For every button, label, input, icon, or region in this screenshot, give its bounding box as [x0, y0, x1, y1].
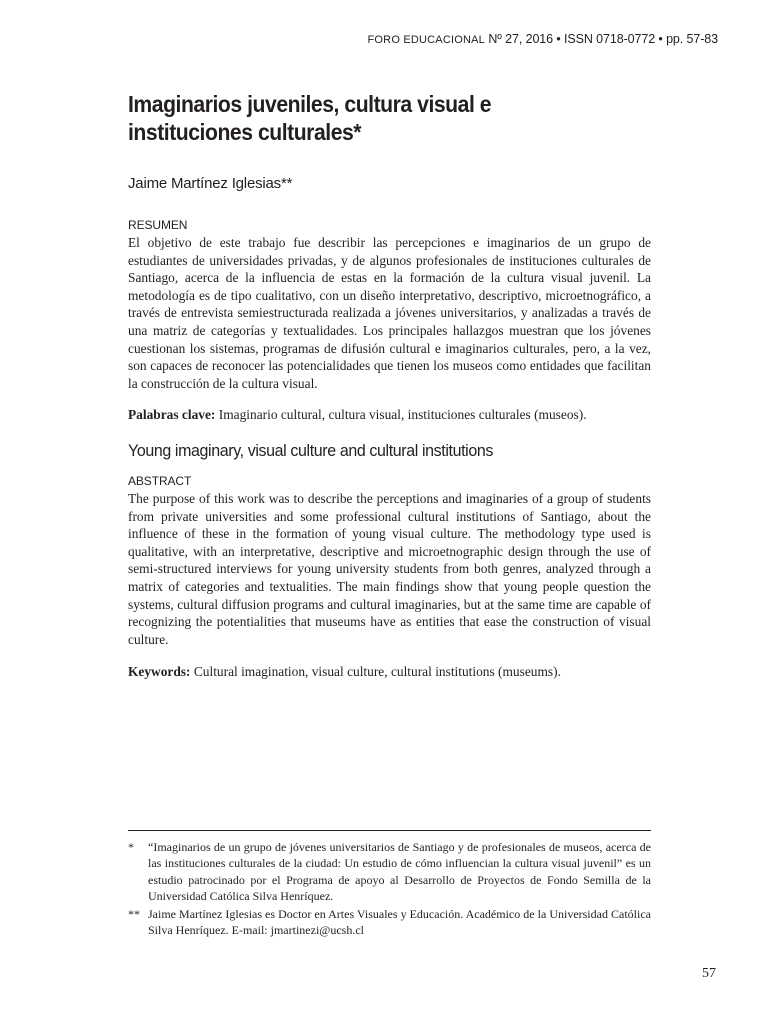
footnote-text: “Imaginarios de un grupo de jóvenes universitarios de Santiago y de profesionales de museos, acerca de las instituciones culturales de la ciudad: Un estudio de cómo influencian la cultura visual juvenil” es un estudio patrocinado por el Programa de apoyo al Desarrollo de Proyectos de Fondo Semilla de la Universidad Católica Silva Henríquez.: [148, 840, 651, 904]
footnote-marker: **: [128, 907, 140, 921]
issue-info: Nº 27, 2016 • ISSN 0718-0772 • pp. 57-83: [488, 32, 718, 46]
abstract-label: ABSTRACT: [128, 474, 192, 488]
palabras-clave-text: Imaginario cultural, cultura visual, instituciones culturales (museos).: [218, 407, 587, 422]
article-title: Imaginarios juveniles, cultura visual e instituciones culturales*: [128, 91, 492, 145]
palabras-clave: [128, 406, 651, 424]
abstract-text: The purpose of this work was to describe the perceptions and imaginaries of a group of students from private universities and some professional cultural institutions of Santiago, about the influence of these in the formation of young visual culture. The methodology type used is qualitative, with an interpretative, descriptive and microetnographic design through the use of semi-structured interviews for young university students from both genres, analyzed through a matrix of categories and textualities. The main findings show that young people question the systems, cultural diffusion programs and cultural imaginaries, but at the same time are capable of recognizing the potentialities that museums have as entities that ease the construction of visual culture.: [128, 491, 651, 647]
journal-name: FORO EDUCACIONAL: [367, 34, 485, 46]
keywords: [128, 663, 651, 681]
resumen-label: RESUMEN: [128, 218, 188, 232]
english-title: Young imaginary, visual culture and cultural institutions: [128, 441, 493, 460]
footnote-2: [128, 906, 651, 939]
page-number: 57: [702, 966, 716, 981]
running-header: [368, 32, 719, 46]
palabras-clave-label: Palabras clave:: [128, 407, 216, 422]
footnote-marker: *: [128, 840, 134, 854]
article-author: Jaime Martínez Iglesias**: [128, 175, 293, 192]
resumen-text: El objetivo de este trabajo fue describir las percepciones e imaginarios de un grupo de estudiantes de universidades privadas, y de algunos profesionales de instituciones culturales de Santiago, acerca de la influencia de estas en la formación de la cultura visual juvenil. La metodología es de tipo cualitativo, con un diseño interpretativo, descriptivo, microetnográfico, a través de entrevista semiestructurada realizada a jóvenes universitarios, y analizadas a través de una matriz de categorías y textualidades. Los principales hallazgos muestran que los jóvenes cuestionan los sistemas, programas de difusión cultural e imaginarios culturales, pero, a la vez, son capaces de reconocer las potencialidades que tienen los museos como entidades que facilitan la construcción de la cultura visual.: [128, 235, 651, 391]
footnote-text: Jaime Martínez Iglesias es Doctor en Artes Visuales y Educación. Académico de la Universidad Católica Silva Henríquez. E-mail: jmartinezi@ucsh.cl: [148, 907, 651, 938]
keywords-label: Keywords:: [128, 664, 191, 679]
keywords-text: Cultural imagination, visual culture, cultural institutions (museums).: [193, 664, 561, 679]
footnote-1: [128, 839, 651, 905]
footnote-divider: [128, 830, 651, 831]
